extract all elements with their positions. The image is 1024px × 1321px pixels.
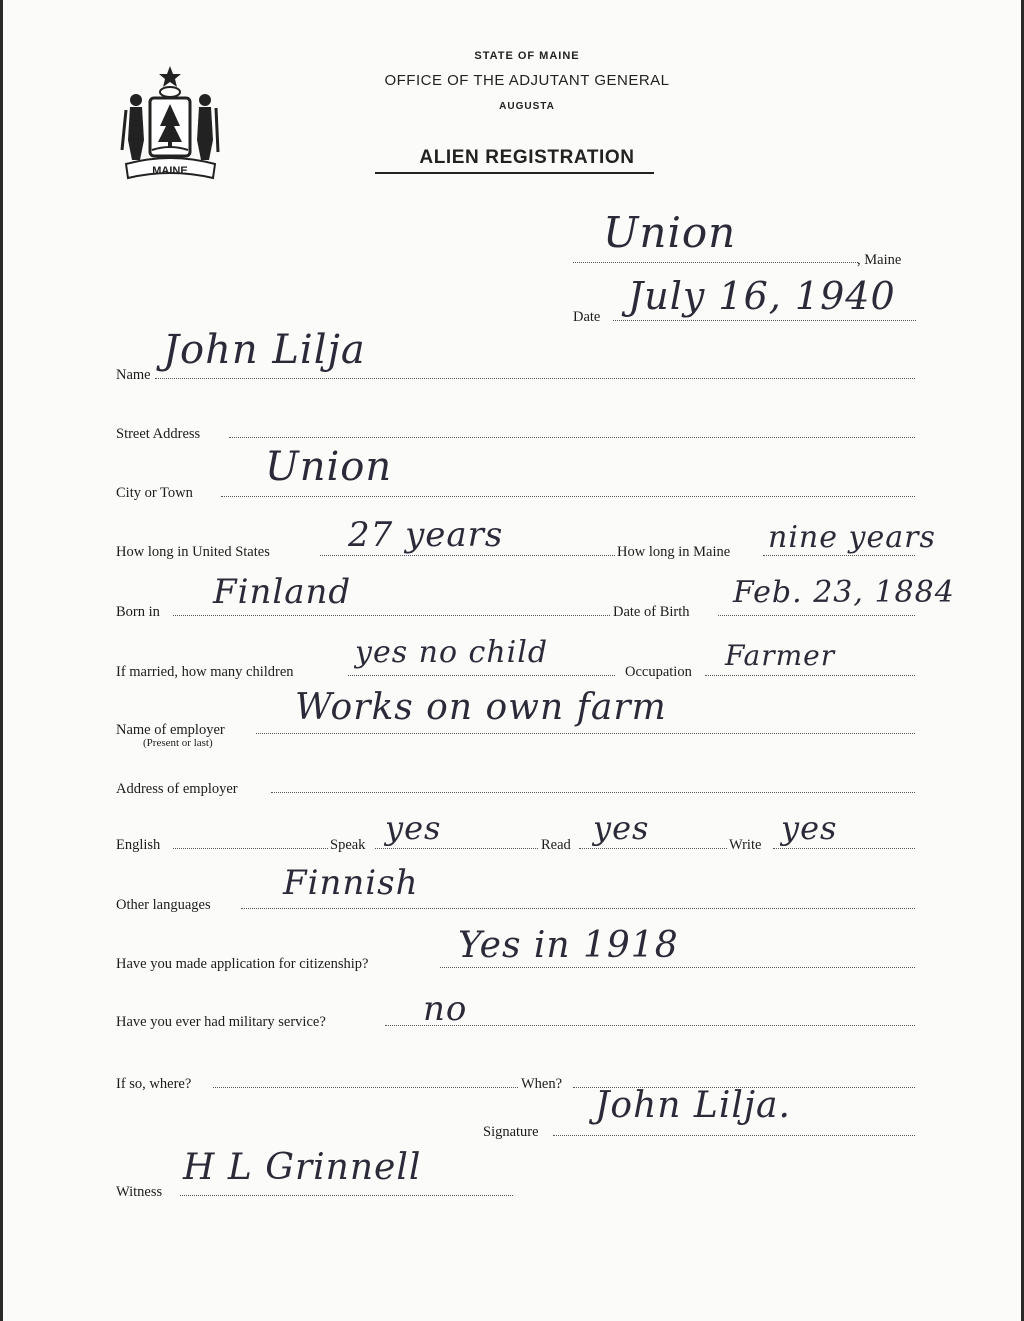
married-children-value: yes no child	[355, 635, 549, 670]
military-label: Have you ever had military service?	[116, 1014, 326, 1030]
signature-label: Signature	[483, 1124, 539, 1140]
maine-label: , Maine	[857, 252, 902, 268]
witness-value: H L Grinnell	[183, 1147, 422, 1188]
form-page	[3, 0, 1021, 1321]
state-heading: STATE OF MAINE	[474, 50, 580, 62]
military-value: no	[423, 989, 468, 1029]
citizenship-value: Yes in 1918	[458, 925, 679, 966]
employer-name-value: Works on own farm	[295, 687, 667, 728]
speak-label: Speak	[330, 837, 366, 853]
street-address-line	[229, 437, 915, 438]
how-long-maine-label: How long in Maine	[617, 544, 731, 560]
date-of-birth-value: Feb. 23, 1884	[733, 575, 955, 610]
how-long-maine-value: nine years	[768, 520, 936, 555]
date-line	[613, 320, 916, 321]
employer-address-line	[271, 792, 915, 793]
married-children-label: If married, how many children	[116, 664, 294, 680]
occupation-value: Farmer	[725, 639, 836, 672]
date-value: July 16, 1940	[628, 274, 896, 318]
how-long-us-value: 27 years	[348, 515, 504, 555]
other-languages-line	[241, 908, 915, 909]
street-address-label: Street Address	[116, 426, 201, 442]
citizenship-label: Have you made application for citizenship?	[116, 956, 369, 972]
witness-label: Witness	[116, 1184, 163, 1200]
write-label: Write	[729, 837, 762, 853]
title-underline	[375, 172, 654, 174]
employer-name-label: Name of employer	[116, 722, 225, 738]
speak-value: yes	[385, 809, 442, 847]
write-value: yes	[781, 809, 838, 847]
signature-line	[553, 1135, 915, 1136]
speak-line	[375, 848, 538, 849]
employer-name-line	[256, 733, 915, 734]
city-heading: AUGUSTA	[499, 101, 555, 112]
read-value: yes	[593, 809, 650, 847]
town-line	[573, 262, 858, 263]
read-label: Read	[541, 837, 571, 853]
citizenship-line	[440, 967, 915, 968]
read-line	[579, 848, 727, 849]
where-line	[213, 1087, 518, 1088]
english-line	[173, 848, 328, 849]
other-languages-label: Other languages	[116, 897, 211, 913]
born-in-value: Finland	[213, 572, 352, 612]
city-line	[221, 496, 915, 497]
occupation-line	[705, 675, 915, 676]
city-label: City or Town	[116, 485, 193, 501]
married-children-line	[348, 675, 615, 676]
city-value: Union	[265, 444, 393, 490]
svg-text:MAINE: MAINE	[152, 165, 188, 177]
how-long-us-label: How long in United States	[116, 544, 270, 560]
occupation-label: Occupation	[625, 664, 692, 680]
employer-note: (Present or last)	[143, 737, 213, 749]
form-title: ALIEN REGISTRATION	[419, 147, 635, 168]
date-of-birth-label: Date of Birth	[613, 604, 690, 620]
born-in-line	[173, 615, 610, 616]
office-heading: OFFICE OF THE ADJUTANT GENERAL	[384, 72, 670, 89]
name-line	[155, 378, 915, 379]
witness-line	[180, 1195, 513, 1196]
employer-address-label: Address of employer	[116, 781, 238, 797]
when-label: When?	[521, 1076, 563, 1092]
how-long-us-line	[320, 555, 615, 556]
date-of-birth-line	[718, 615, 915, 616]
write-line	[773, 848, 915, 849]
name-value: John Lilja	[163, 327, 366, 373]
other-languages-value: Finnish	[283, 863, 419, 903]
date-label: Date	[573, 309, 601, 325]
town-value: Union	[603, 208, 737, 257]
born-in-label: Born in	[116, 604, 160, 620]
how-long-maine-line	[763, 555, 915, 556]
english-label: English	[116, 837, 161, 853]
signature-value: John Lilja.	[595, 1085, 791, 1126]
name-label: Name	[116, 367, 151, 383]
where-label: If so, where?	[116, 1076, 192, 1092]
